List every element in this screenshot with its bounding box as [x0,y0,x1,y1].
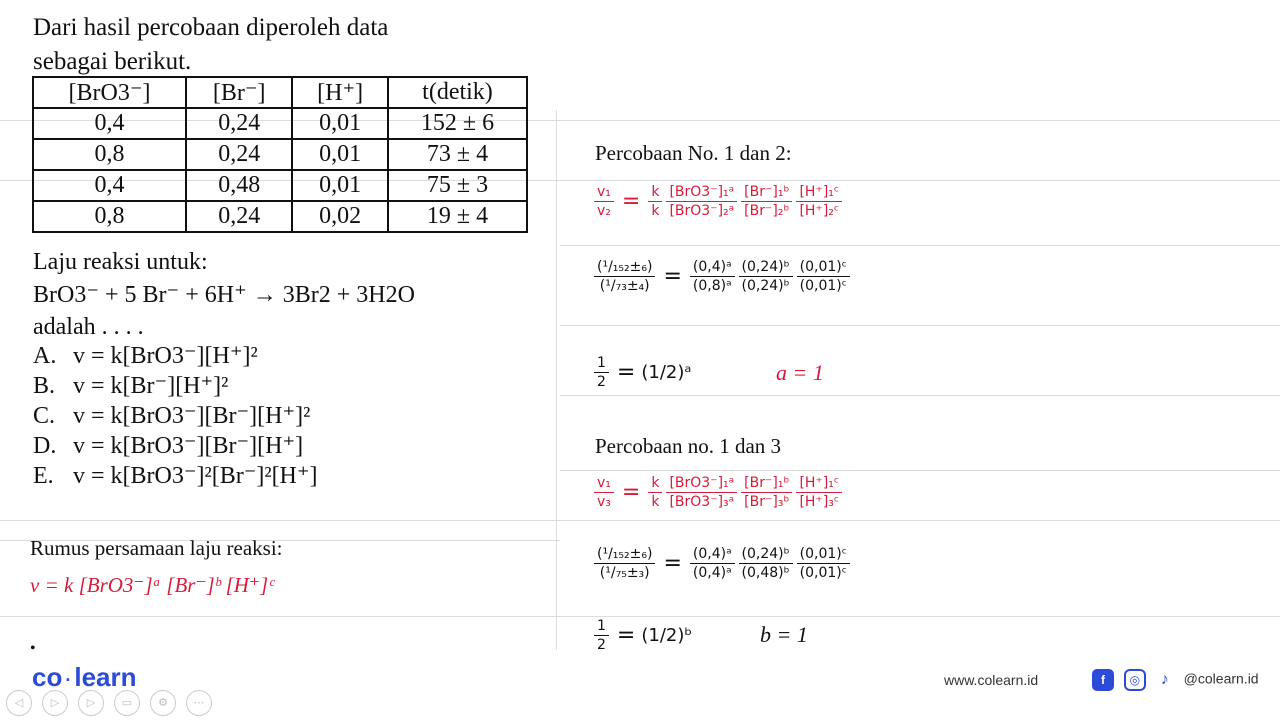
fraction [594,474,614,511]
table-cell: 152 ± 6 [388,108,527,139]
table-cell: 0,8 [33,201,186,232]
equals-sign: = [663,551,682,576]
experiment-1-2-ratio-equation [592,183,844,220]
question-line-1: Dari hasil percobaan diperoleh data [33,14,389,41]
rule-line [560,395,1280,396]
player-controls [6,690,218,716]
fraction [666,474,737,511]
fraction-numerator: [Br⁻]₁ᵇ [741,474,792,493]
table-cell: 0,02 [292,201,388,232]
fraction [648,183,662,220]
fraction-denominator: (0,4)ᵃ [692,565,732,581]
fraction-denominator: 2 [597,374,606,390]
next-icon[interactable]: ▷ [78,690,104,716]
rule-line [0,520,1280,521]
fraction-denominator: (0,24)ᵇ [741,278,790,294]
rule-line [560,470,1280,471]
fraction-denominator: v₂ [597,203,611,219]
fraction-numerator: [BrO3⁻]₁ᵃ [666,183,737,202]
option-letter: A. [33,343,57,369]
fraction [594,617,609,654]
logo-text: co [32,662,63,692]
equals-sign: = [616,623,636,648]
rule-line [560,325,1280,326]
fraction-numerator: k [648,474,662,493]
play-icon[interactable]: ▷ [42,690,68,716]
table-header-row [33,77,527,108]
table-cell: 19 ± 4 [388,201,527,232]
fraction [796,474,842,511]
column-divider [556,110,557,650]
option-a[interactable] [33,341,318,371]
logo-text: learn [74,662,137,692]
fraction-denominator: (¹/₇₅±₃) [599,565,650,581]
fraction-denominator: [BrO3⁻]₂ᵃ [669,203,735,219]
data-table [32,76,528,233]
table-cell: 73 ± 4 [388,139,527,170]
option-text: v = k[Br⁻][H⁺]² [73,373,229,399]
fraction-numerator: k [648,183,662,202]
option-text: v = k[BrO3⁻][Br⁻][H⁺]² [73,403,311,429]
fraction [594,354,609,391]
power-expression: (1/2)ᵇ [641,625,693,646]
table-header: [Br⁻] [186,77,292,108]
table-cell: 75 ± 3 [388,170,527,201]
option-text: v = k[BrO3⁻][Br⁻][H⁺] [73,433,304,459]
fraction [741,183,792,220]
option-text: v = k[BrO3⁻][H⁺]² [73,343,258,369]
fraction-denominator: (0,8)ᵃ [692,278,732,294]
table-cell: 0,24 [186,139,292,170]
fraction-numerator: v₁ [594,474,614,493]
fraction [797,545,850,582]
fraction-numerator: [Br⁻]₁ᵇ [741,183,792,202]
fraction-numerator: 1 [594,354,609,373]
fraction [594,258,655,295]
fraction [594,545,655,582]
table-header: [H⁺] [292,77,388,108]
tiktok-icon[interactable]: ♪ [1160,671,1169,688]
fraction-numerator: 1 [594,617,609,636]
table-cell: 0,01 [292,170,388,201]
question-prompt: adalah . . . . [33,314,144,340]
question-line-2: sebagai berikut. [33,48,192,75]
fraction-denominator: [Br⁻]₃ᵇ [744,494,790,510]
table-header: [BrO3⁻] [33,77,186,108]
options-list [33,341,318,491]
rate-label: Laju reaksi untuk: [33,249,208,275]
logo-dot: · [65,670,72,690]
social-links [1092,669,1259,691]
fraction-numerator: [H⁺]₁ᶜ [796,474,842,493]
colearn-logo [32,662,137,693]
more-icon[interactable]: ⋯ [186,690,212,716]
fraction-numerator: v₁ [594,183,614,202]
fraction-numerator: (0,4)ᵃ [690,258,735,277]
fraction-numerator: (¹/₁₅₂±₆) [594,545,655,564]
table-cell: 0,24 [186,201,292,232]
fraction-denominator: (¹/₇₃±₄) [599,278,650,294]
option-letter: D. [33,433,57,459]
option-text: v = k[BrO3⁻]²[Br⁻]²[H⁺] [73,463,318,489]
equals-sign: = [663,264,682,289]
option-letter: C. [33,403,56,429]
experiment-1-3-title: Percobaan no. 1 dan 3 [595,434,782,458]
equals-sign: = [621,480,641,505]
fraction-numerator: (0,01)ᶜ [797,258,850,277]
fraction-denominator: [Br⁻]₂ᵇ [744,203,790,219]
fraction-denominator: (0,48)ᵇ [741,565,790,581]
prev-icon[interactable]: ◁ [6,690,32,716]
fraction [690,545,735,582]
option-d[interactable] [33,431,318,461]
table-cell: 0,4 [33,108,186,139]
experiment-1-2-value-equation [592,258,852,295]
fraction [741,474,792,511]
fraction-denominator: [BrO3⁻]₃ᵃ [669,494,735,510]
fraction-numerator: (0,4)ᵃ [690,545,735,564]
experiment-1-3-value-equation [592,545,852,582]
website-link[interactable]: www.colearn.id [944,672,1039,688]
rule-line [560,245,1280,246]
experiment-1-3-half-equation [592,617,692,654]
fraction-numerator: (0,24)ᵇ [739,545,793,564]
table-cell: 0,48 [186,170,292,201]
power-expression: (1/2)ᵃ [641,362,692,383]
result-b: b = 1 [760,622,808,647]
reaction-equation: BrO3⁻ + 5 Br⁻ + 6H⁺ → 3Br2 + 3H2O [33,282,415,308]
fraction-numerator: (0,01)ᶜ [797,545,850,564]
fraction-denominator: [H⁺]₂ᶜ [799,203,840,219]
subtitles-icon[interactable]: ▭ [114,690,140,716]
fraction [739,258,793,295]
fraction-denominator: k [651,494,660,510]
table-cell: 0,01 [292,139,388,170]
table-cell: 0,8 [33,139,186,170]
option-letter: E. [33,463,54,489]
table-cell: 0,01 [292,108,388,139]
fraction [796,183,842,220]
table-row [33,139,527,170]
option-b[interactable] [33,371,318,401]
fraction [666,183,737,220]
table-cell: 0,4 [33,170,186,201]
table-row [33,170,527,201]
fraction-denominator: (0,01)ᶜ [799,565,847,581]
settings-icon[interactable]: ⚙ [150,690,176,716]
option-e[interactable] [33,461,318,491]
fraction-denominator: 2 [597,637,606,653]
facebook-icon[interactable]: f [1092,669,1114,691]
fraction [648,474,662,511]
experiment-1-2-half-equation [592,354,691,391]
table-cell: 0,24 [186,108,292,139]
fraction-denominator: k [651,203,660,219]
fraction [594,183,614,220]
fraction-denominator: [H⁺]₃ᶜ [799,494,840,510]
fraction [797,258,850,295]
option-letter: B. [33,373,56,399]
social-handle[interactable]: @colearn.id [1183,670,1259,687]
fraction-numerator: (¹/₁₅₂±₆) [594,258,655,277]
bullet-dot: • [30,640,36,657]
result-a: a = 1 [776,360,824,385]
fraction-numerator: [H⁺]₁ᶜ [796,183,842,202]
fraction-numerator: (0,24)ᵇ [739,258,793,277]
fraction-denominator: v₃ [597,494,611,510]
table-row [33,201,527,232]
table-row [33,108,527,139]
experiment-1-3-ratio-equation [592,474,844,511]
experiment-1-2-title: Percobaan No. 1 dan 2: [595,141,792,165]
fraction [690,258,735,295]
table-header: t(detik) [388,77,527,108]
instagram-icon[interactable]: ◎ [1124,669,1146,691]
fraction-denominator: (0,01)ᶜ [799,278,847,294]
rate-formula-label: Rumus persamaan laju reaksi: [30,536,283,560]
equals-sign: = [621,189,641,214]
equals-sign: = [616,360,636,385]
fraction [739,545,793,582]
fraction-numerator: [BrO3⁻]₁ᵃ [666,474,737,493]
rate-formula: v = k [BrO3⁻]ᵃ [Br⁻]ᵇ [H⁺]ᶜ [30,573,274,597]
option-c[interactable] [33,401,318,431]
